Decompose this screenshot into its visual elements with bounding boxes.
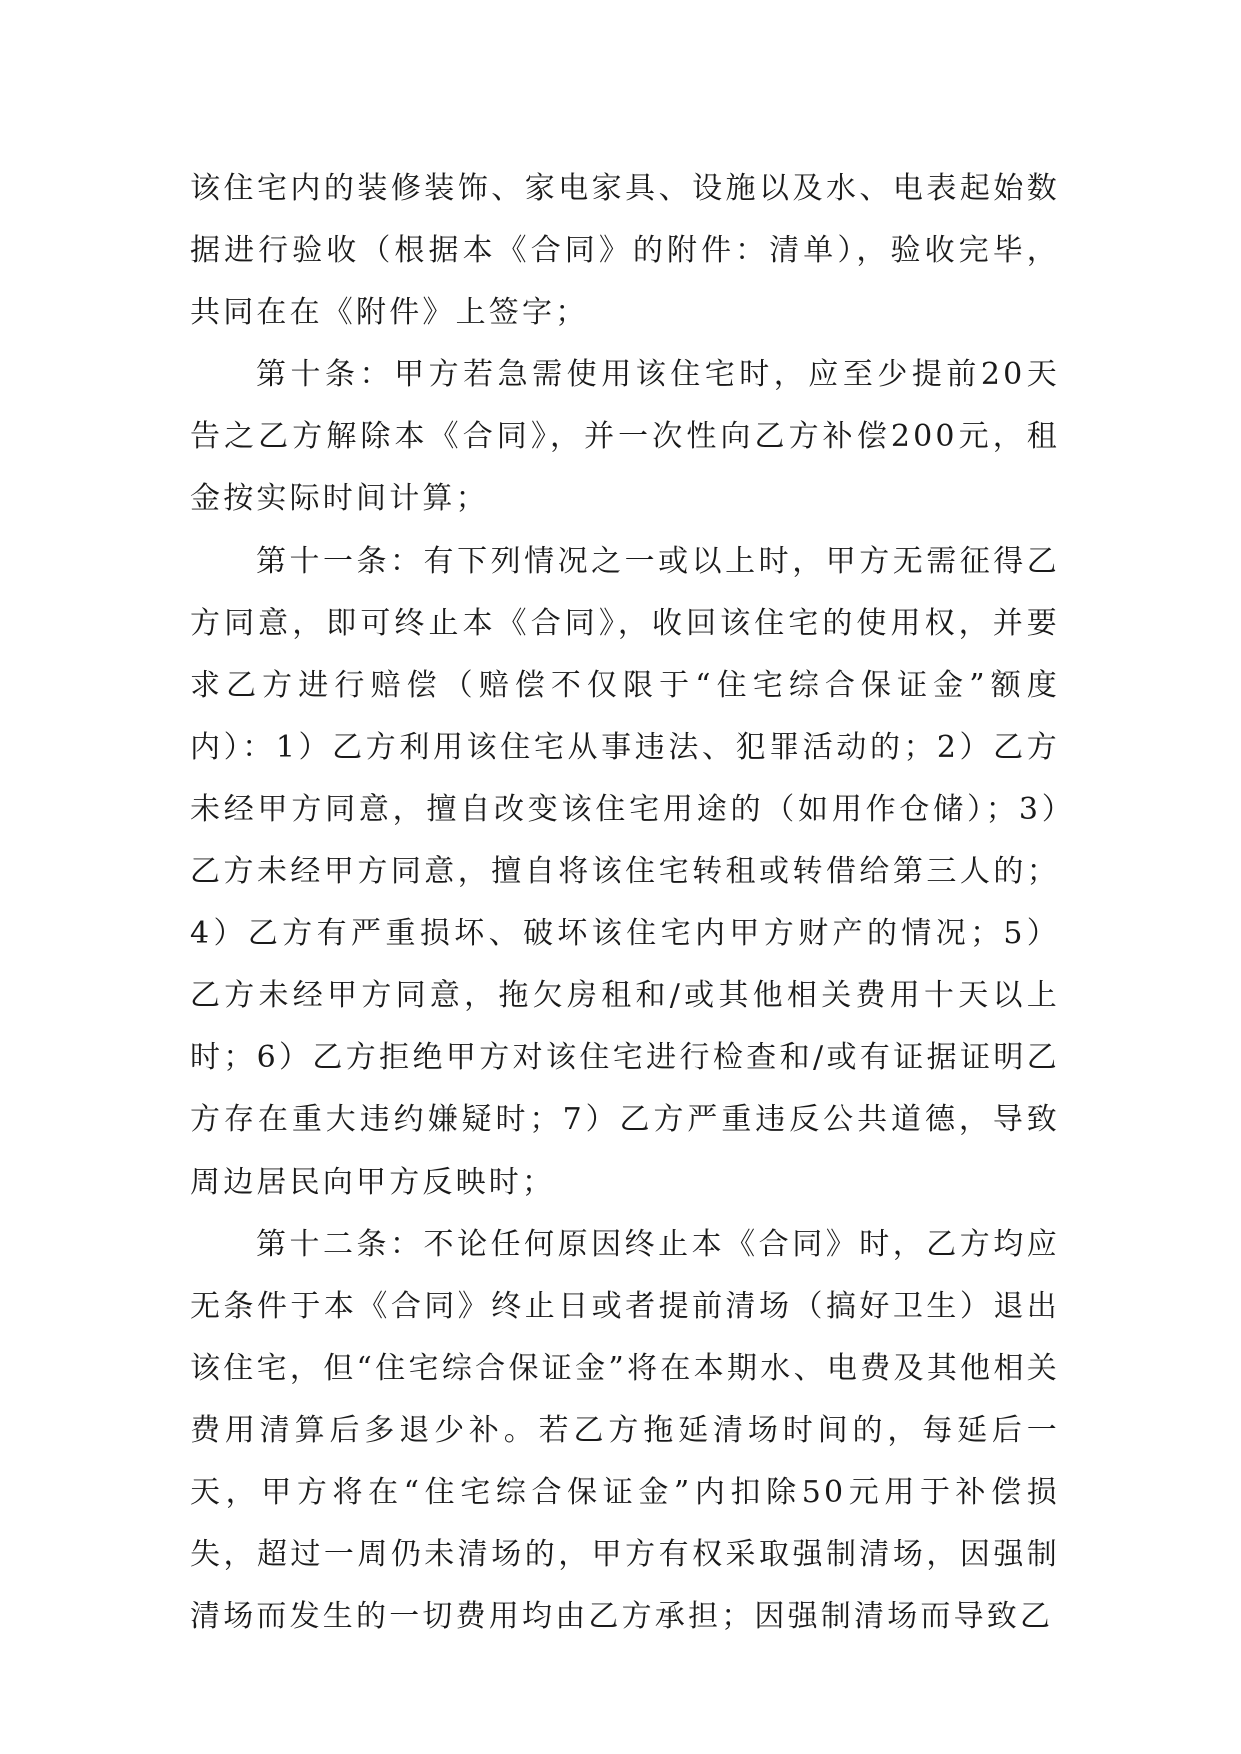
paragraph-article-12: 第十二条：不论任何原因终止本《合同》时，乙方均应无条件于本《合同》终止日或者提前清场（搞好卫生）退出该住宅，但“住宅综合保证金”将在本期水、电费及其他相关费用清算后多退少补。若乙方拖延清场时间的，每延后一天，甲方将在“住宅综合保证金”内扣除50元用于补偿损失，超过一周仍未清场的，甲方有权采取强制清场，因强制清场而发生的一切费用均由乙方承担；因强制清场而导致乙 [190,1226,1060,1635]
contract-body [190,158,1060,1648]
paragraph-article-11: 第十一条：有下列情况之一或以上时，甲方无需征得乙方同意，即可终止本《合同》，收回该住宅的使用权，并要求乙方进行赔偿（赔偿不仅限于“住宅综合保证金”额度内）：1）乙方利用该住宅从事违法、犯罪活动的；2）乙方未经甲方同意，擅自改变该住宅用途的（如用作仓储）；3）乙方未经甲方同意，擅自将该住宅转租或转借给第三人的；4）乙方有严重损坏、破坏该住宅内甲方财产的情况；5）乙方未经甲方同意，拖欠房租和/或其他相关费用十天以上时；6）乙方拒绝甲方对该住宅进行检查和/或有证据证明乙方存在重大违约嫌疑时；7）乙方严重违反公共道德，导致周边居民向甲方反映时； [190,543,1060,1200]
paragraph-acceptance-continued: 该住宅内的装修装饰、家电家具、设施以及水、电表起始数据进行验收（根据本《合同》的附件：清单），验收完毕，共同在在《附件》上签字； [190,171,1060,331]
paragraph-article-10: 第十条：甲方若急需使用该住宅时，应至少提前20天告之乙方解除本《合同》，并一次性向乙方补偿200元，租金按实际时间计算； [190,357,1060,517]
